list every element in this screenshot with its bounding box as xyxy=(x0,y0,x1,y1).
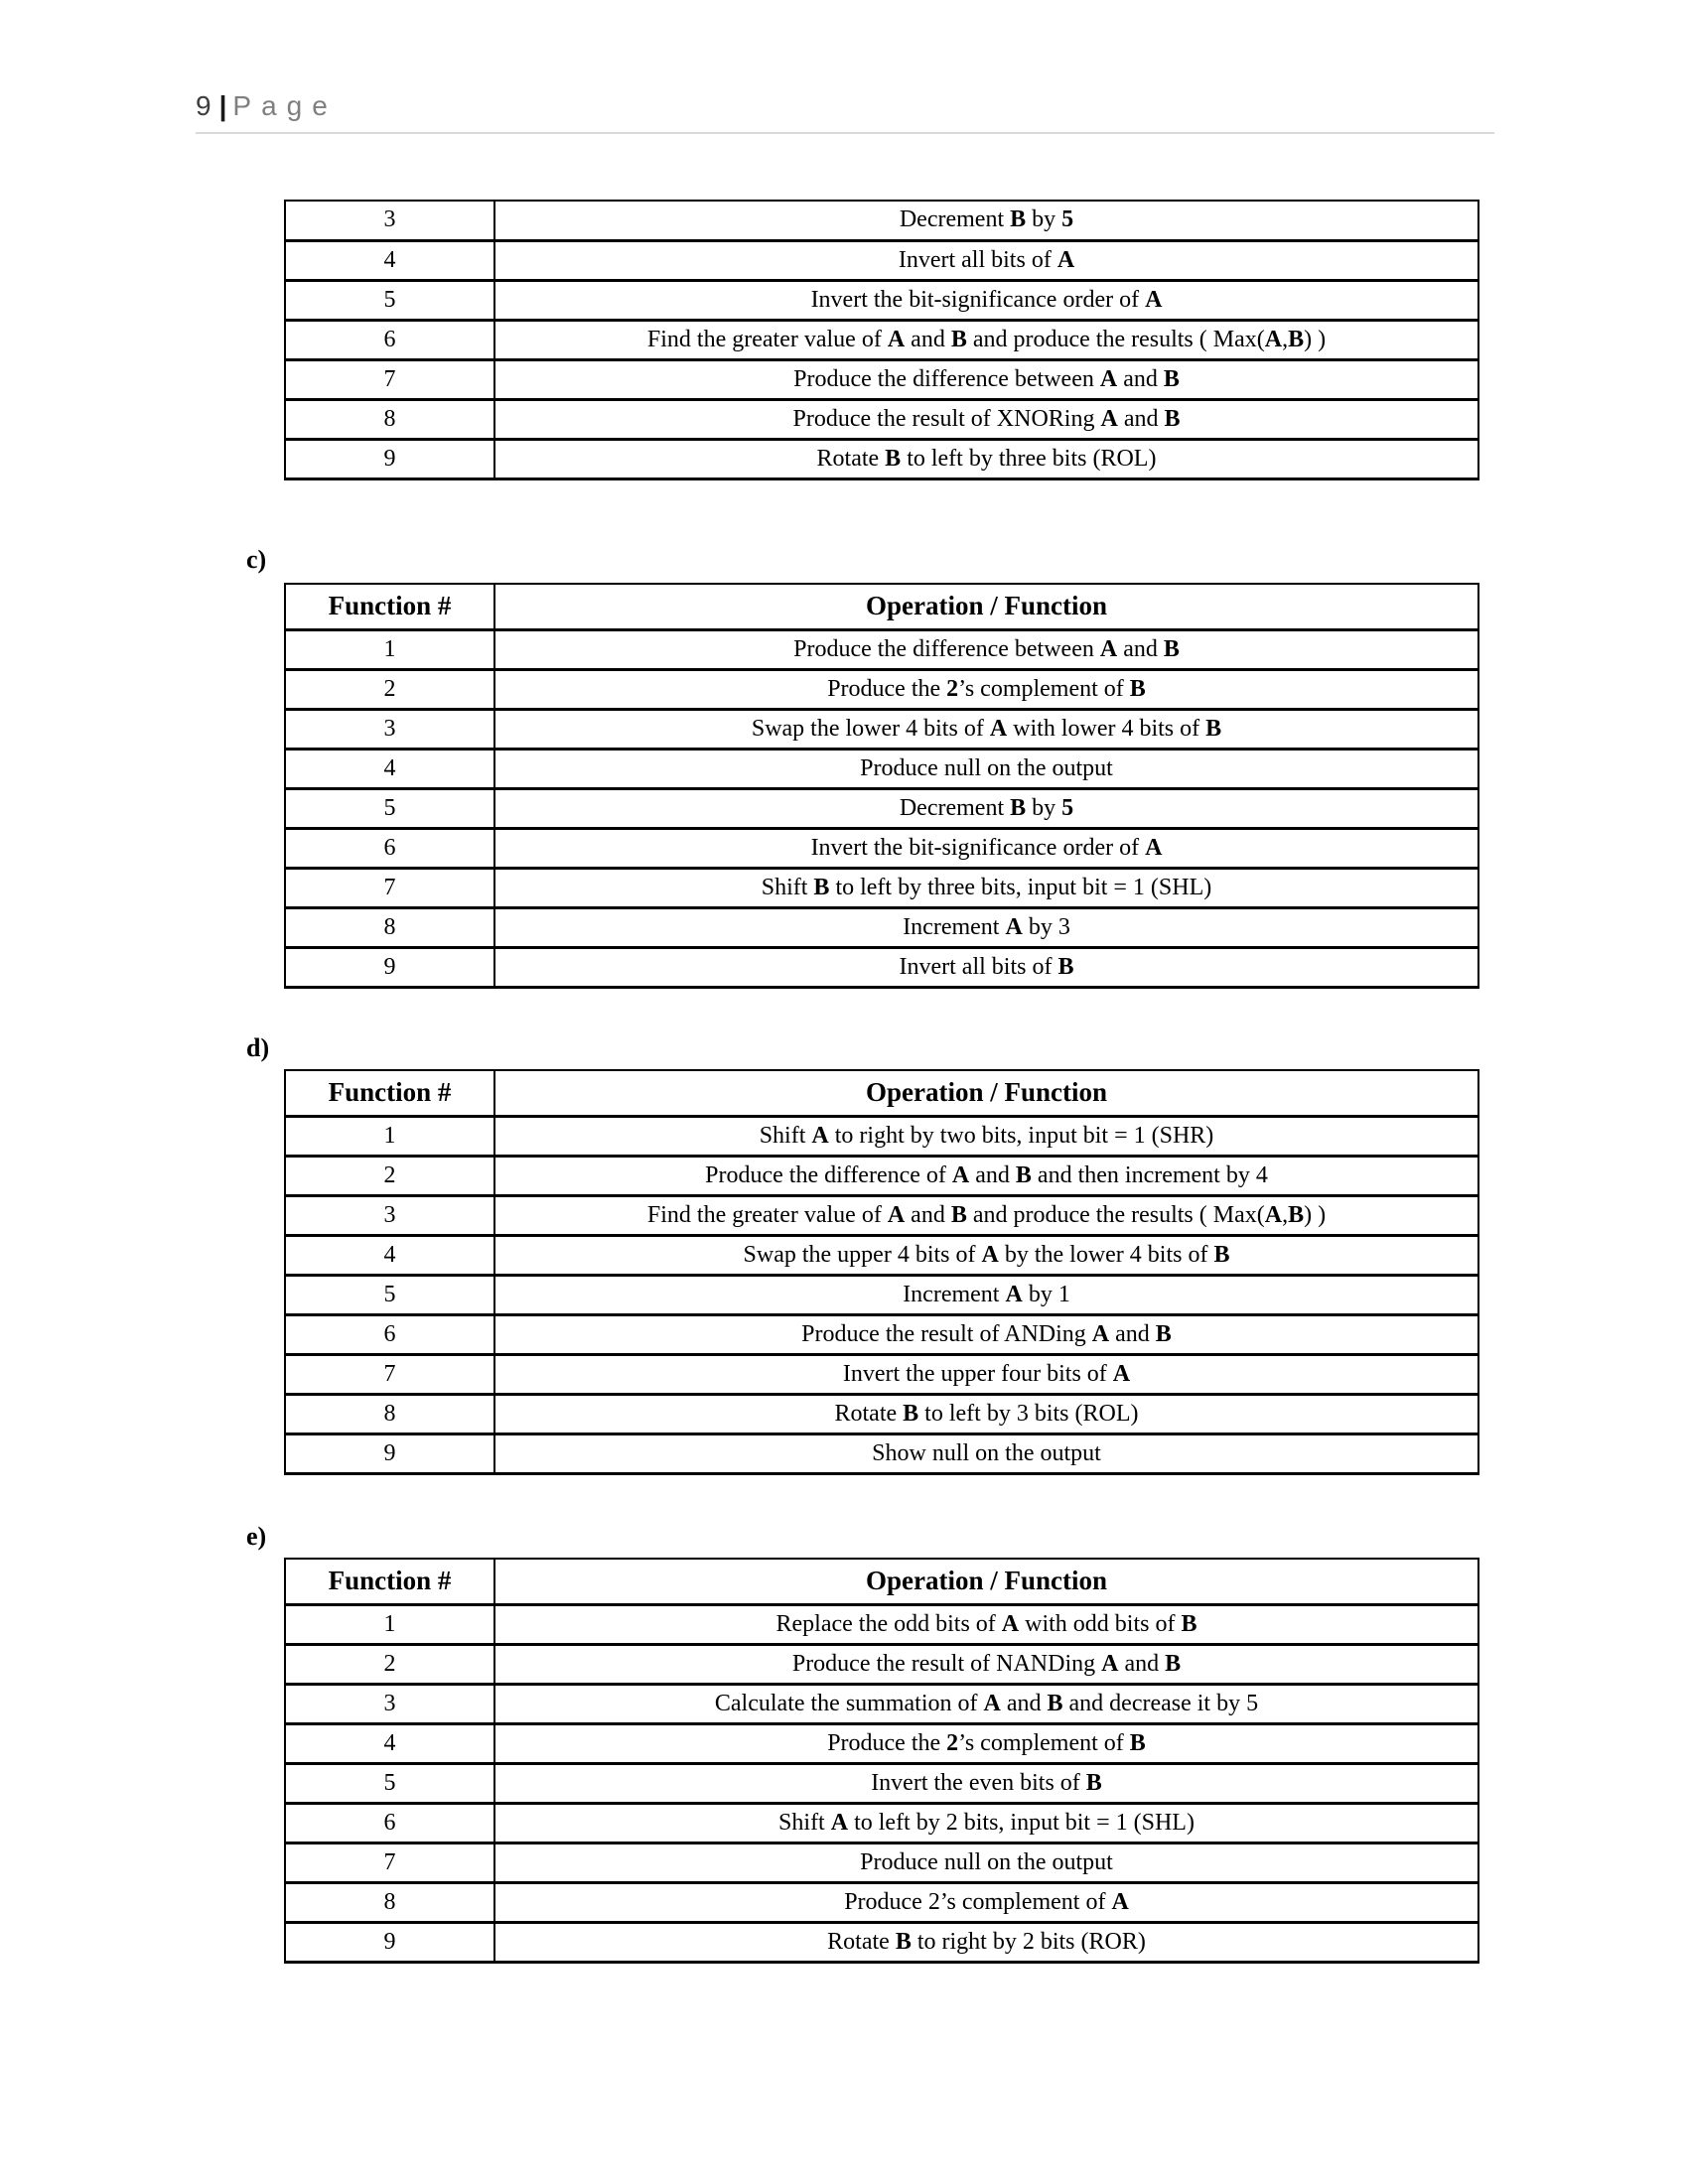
function-number-cell: 8 xyxy=(285,1394,494,1433)
function-table-body xyxy=(285,1116,1478,1473)
function-number-cell: 4 xyxy=(285,1235,494,1275)
table-row xyxy=(285,749,1478,788)
operation-cell: Find the greater value of A and B and produce the results ( Max(A,B) ) xyxy=(494,320,1478,359)
table-row xyxy=(285,669,1478,709)
function-table-header xyxy=(285,1070,1478,1116)
function-number-cell: 6 xyxy=(285,320,494,359)
table-row xyxy=(285,1116,1478,1156)
function-table-body xyxy=(285,1604,1478,1962)
function-number-cell: 3 xyxy=(285,1195,494,1235)
table-row xyxy=(285,709,1478,749)
table-row xyxy=(285,1803,1478,1843)
operation-cell: Invert the bit-significance order of A xyxy=(494,828,1478,868)
table-row xyxy=(285,1684,1478,1723)
operation-header: Operation / Function xyxy=(494,584,1478,629)
operation-cell: Invert all bits of A xyxy=(494,240,1478,280)
table-row xyxy=(285,1882,1478,1922)
function-number-cell: 3 xyxy=(285,201,494,240)
operation-cell: Rotate B to right by 2 bits (ROR) xyxy=(494,1922,1478,1962)
function-number-cell: 3 xyxy=(285,1684,494,1723)
function-number-cell: 8 xyxy=(285,399,494,439)
function-number-cell: 4 xyxy=(285,1723,494,1763)
page-header-label: Page xyxy=(232,90,338,121)
table-row xyxy=(285,1763,1478,1803)
function-number-cell: 2 xyxy=(285,1644,494,1684)
operation-cell: Invert the bit-significance order of A xyxy=(494,280,1478,320)
table-row xyxy=(285,399,1478,439)
operation-cell: Find the greater value of A and B and produce the results ( Max(A,B) ) xyxy=(494,1195,1478,1235)
table-row xyxy=(285,1644,1478,1684)
table-row xyxy=(285,320,1478,359)
table-row xyxy=(285,1275,1478,1314)
operation-cell: Calculate the summation of A and B and decrease it by 5 xyxy=(494,1684,1478,1723)
function-number-cell: 8 xyxy=(285,907,494,947)
function-number-cell: 6 xyxy=(285,828,494,868)
operation-cell: Produce 2’s complement of A xyxy=(494,1882,1478,1922)
section-label-d: d) xyxy=(246,1033,270,1062)
table-row xyxy=(285,1156,1478,1195)
table-row xyxy=(285,359,1478,399)
operation-cell: Shift B to left by three bits, input bit = 1 (SHL) xyxy=(494,868,1478,907)
function-table-body xyxy=(285,201,1478,478)
page-header xyxy=(196,91,1494,134)
operation-cell: Replace the odd bits of A with odd bits of B xyxy=(494,1604,1478,1644)
table-row xyxy=(285,201,1478,240)
operation-header: Operation / Function xyxy=(494,1070,1478,1116)
function-number-cell: 9 xyxy=(285,947,494,987)
function-number-cell: 5 xyxy=(285,1275,494,1314)
operation-header: Operation / Function xyxy=(494,1559,1478,1604)
operation-cell: Decrement B by 5 xyxy=(494,788,1478,828)
function-number-cell: 6 xyxy=(285,1314,494,1354)
operation-cell: Swap the upper 4 bits of A by the lower 4 bits of B xyxy=(494,1235,1478,1275)
operation-cell: Invert the even bits of B xyxy=(494,1763,1478,1803)
function-number-cell: 9 xyxy=(285,1433,494,1473)
operation-cell: Swap the lower 4 bits of A with lower 4 bits of B xyxy=(494,709,1478,749)
function-number-cell: 4 xyxy=(285,749,494,788)
table-row xyxy=(285,1354,1478,1394)
table-row xyxy=(285,788,1478,828)
section-label-e: e) xyxy=(246,1522,267,1551)
table-row xyxy=(285,947,1478,987)
section-label-c: c) xyxy=(246,545,267,574)
operation-cell: Produce the result of ANDing A and B xyxy=(494,1314,1478,1354)
function-number-cell: 5 xyxy=(285,280,494,320)
header-row xyxy=(285,1070,1478,1116)
table-row xyxy=(285,828,1478,868)
operation-cell: Increment A by 3 xyxy=(494,907,1478,947)
operation-cell: Produce the difference between A and B xyxy=(494,359,1478,399)
function-table-header xyxy=(285,584,1478,629)
function-number-cell: 7 xyxy=(285,1354,494,1394)
operation-cell: Shift A to right by two bits, input bit = 1 (SHR) xyxy=(494,1116,1478,1156)
function-number-cell: 1 xyxy=(285,1116,494,1156)
function-number-cell: 7 xyxy=(285,359,494,399)
function-number-cell: 1 xyxy=(285,629,494,669)
operation-cell: Produce the 2’s complement of B xyxy=(494,669,1478,709)
operation-cell: Produce the difference between A and B xyxy=(494,629,1478,669)
function-table-header xyxy=(285,1559,1478,1604)
function-number-cell: 9 xyxy=(285,1922,494,1962)
table-row xyxy=(285,240,1478,280)
operation-cell: Invert the upper four bits of A xyxy=(494,1354,1478,1394)
function-number-cell: 1 xyxy=(285,1604,494,1644)
operation-cell: Produce the difference of A and B and then increment by 4 xyxy=(494,1156,1478,1195)
table-row xyxy=(285,868,1478,907)
table-row xyxy=(285,280,1478,320)
function-number-cell: 3 xyxy=(285,709,494,749)
header-row xyxy=(285,584,1478,629)
table-row xyxy=(285,1314,1478,1354)
function-number-cell: 7 xyxy=(285,1843,494,1882)
function-number-cell: 7 xyxy=(285,868,494,907)
function-number-cell: 9 xyxy=(285,439,494,478)
operation-cell: Invert all bits of B xyxy=(494,947,1478,987)
header-row xyxy=(285,1559,1478,1604)
operation-cell: Produce null on the output xyxy=(494,749,1478,788)
function-table-body xyxy=(285,629,1478,987)
function-number-header: Function # xyxy=(285,584,494,629)
table-row xyxy=(285,439,1478,478)
table-row xyxy=(285,1433,1478,1473)
operation-cell: Show null on the output xyxy=(494,1433,1478,1473)
table-row xyxy=(285,629,1478,669)
table-row xyxy=(285,1195,1478,1235)
table-row xyxy=(285,1922,1478,1962)
table-row xyxy=(285,1723,1478,1763)
table-row xyxy=(285,1843,1478,1882)
table-row xyxy=(285,1394,1478,1433)
table-row xyxy=(285,907,1478,947)
function-table-c xyxy=(284,583,1479,989)
operation-cell: Produce null on the output xyxy=(494,1843,1478,1882)
page-header-separator: | xyxy=(218,90,227,121)
function-number-cell: 5 xyxy=(285,1763,494,1803)
operation-cell: Decrement B by 5 xyxy=(494,201,1478,240)
operation-cell: Rotate B to left by three bits (ROL) xyxy=(494,439,1478,478)
function-number-cell: 4 xyxy=(285,240,494,280)
operation-cell: Shift A to left by 2 bits, input bit = 1 (SHL) xyxy=(494,1803,1478,1843)
function-number-header: Function # xyxy=(285,1070,494,1116)
function-number-cell: 5 xyxy=(285,788,494,828)
table-row xyxy=(285,1604,1478,1644)
operation-cell: Increment A by 1 xyxy=(494,1275,1478,1314)
operation-cell: Produce the result of NANDing A and B xyxy=(494,1644,1478,1684)
function-number-cell: 6 xyxy=(285,1803,494,1843)
page-number: 9 xyxy=(196,90,211,121)
operation-cell: Produce the result of XNORing A and B xyxy=(494,399,1478,439)
operation-cell: Produce the 2’s complement of B xyxy=(494,1723,1478,1763)
function-number-cell: 2 xyxy=(285,669,494,709)
function-table-e xyxy=(284,1558,1479,1964)
function-number-cell: 8 xyxy=(285,1882,494,1922)
function-number-header: Function # xyxy=(285,1559,494,1604)
function-table-d xyxy=(284,1069,1479,1475)
table-row xyxy=(285,1235,1478,1275)
function-number-cell: 2 xyxy=(285,1156,494,1195)
operation-cell: Rotate B to left by 3 bits (ROL) xyxy=(494,1394,1478,1433)
function-table-continued xyxy=(284,200,1479,480)
